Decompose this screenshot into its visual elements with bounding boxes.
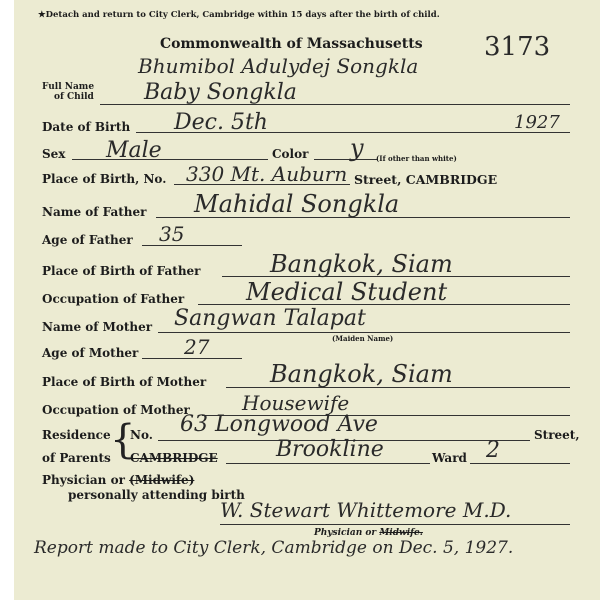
detach-notice: ★Detach and return to City Clerk, Cambridge within 15 days after the birth of child.	[38, 10, 440, 20]
father-pob-value: Bangkok, Siam	[270, 250, 453, 278]
ward-value: 2	[486, 438, 500, 463]
record-number: 3173	[484, 32, 551, 62]
street-label: Street,	[534, 428, 580, 442]
father-name-label: Name of Father	[42, 205, 147, 219]
residence-value: 63 Longwood Ave	[180, 412, 378, 437]
overwritten-name: Bhumibol Adulydej Songkla	[138, 54, 419, 78]
full-name-label	[42, 82, 94, 102]
mother-occ-label: Occupation of Mother	[42, 403, 190, 417]
father-pob-label: Place of Birth of Father	[42, 264, 201, 278]
birth-record-card	[14, 0, 600, 600]
sex-value: Male	[106, 138, 162, 163]
father-occ-label: Occupation of Father	[42, 292, 185, 306]
mother-pob-value: Bangkok, Siam	[270, 360, 453, 388]
father-age-value: 35	[159, 222, 185, 246]
residence-label: Residence	[42, 428, 111, 442]
attending-label: personally attending birth	[68, 488, 245, 502]
residence-brace: {	[110, 417, 136, 463]
mother-name-value: Sangwan Talapat	[174, 306, 366, 331]
dob-value: Dec. 5th	[174, 110, 268, 135]
physician-caption	[314, 528, 423, 538]
mother-pob-label: Place of Birth of Mother	[42, 375, 207, 389]
full-name-label-line1: Full Name	[42, 82, 95, 92]
physician-signature: W. Stewart Whittemore M.D.	[220, 498, 512, 522]
father-age-label: Age of Father	[42, 233, 133, 247]
dob-label: Date of Birth	[42, 120, 131, 134]
full-name-value: Baby Songkla	[144, 80, 297, 105]
state-heading: Commonwealth of Massachusetts	[160, 36, 423, 52]
dob-year: 1927	[514, 112, 560, 133]
mother-name-label: Name of Mother	[42, 320, 153, 334]
mother-age-value: 27	[184, 335, 210, 359]
pob-label: Place of Birth, No.	[42, 172, 167, 186]
pob-value: 330 Mt. Auburn	[186, 162, 348, 186]
residence-no-label: No.	[130, 428, 153, 442]
father-occ-value: Medical Student	[246, 278, 448, 306]
mother-age-label: Age of Mother	[42, 346, 139, 360]
cambridge-struck: CAMBRIDGE	[130, 451, 218, 465]
residence-city: Brookline	[276, 437, 384, 462]
pob-suffix: Street, CAMBRIDGE	[354, 172, 498, 187]
midwife-caption-struck: Midwife.	[379, 528, 423, 538]
ward-label: Ward	[432, 451, 467, 465]
full-name-label-line2: of Child	[54, 92, 94, 102]
color-label: Color	[272, 147, 309, 161]
father-name-value: Mahidal Songkla	[194, 190, 400, 218]
report-note: Report made to City Clerk, Cambridge on Dec. 5, 1927.	[34, 538, 514, 558]
sex-label: Sex	[42, 147, 66, 161]
maiden-name-note: (Maiden Name)	[332, 334, 394, 343]
physician-caption-text: Physician or	[314, 528, 377, 538]
physician-label-text: Physician or	[42, 473, 125, 487]
mother-occ-value: Housewife	[242, 391, 350, 415]
color-note: (If other than white)	[376, 154, 457, 163]
of-parents-label: of Parents	[42, 451, 111, 465]
physician-label	[42, 473, 194, 487]
midwife-struck: (Midwife)	[129, 473, 195, 487]
color-value: y	[350, 134, 364, 162]
